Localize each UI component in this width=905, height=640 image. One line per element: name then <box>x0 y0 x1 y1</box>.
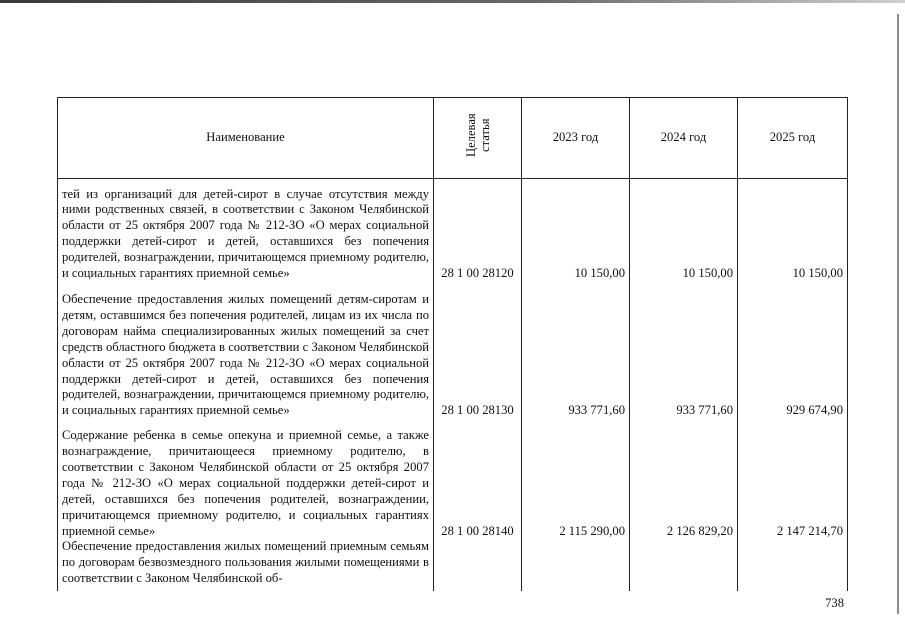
table-row <box>58 178 848 282</box>
table-header-row <box>58 98 848 179</box>
row-value-2025: 929 674,90 <box>738 282 848 419</box>
column-header-2025: 2025 год <box>738 98 848 179</box>
row-value-2024: 10 150,00 <box>630 178 738 282</box>
row-code: 28 1 00 28140 <box>434 419 522 539</box>
row-value-2023: 10 150,00 <box>522 178 630 282</box>
row-name: Содержание ребенка в семье опекуна и приемной семье, а также вознаграждение, причитающееся приемному родителю, в соответствии с Законом Челябинской области от 25 октября 2007 года № 212-ЗО «О мерах социальной поддержки детей-сирот и детей, оставшихся без попечения родителей, вознаграждении, причитающемся приемному родителю, и социальных гарантиях приемной семье» <box>58 419 434 539</box>
budget-table <box>57 97 848 591</box>
row-value-2023: 933 771,60 <box>522 282 630 419</box>
row-value-2025: 10 150,00 <box>738 178 848 282</box>
row-value-2023 <box>522 539 630 591</box>
row-value-2024 <box>630 539 738 591</box>
row-value-2025: 2 147 214,70 <box>738 419 848 539</box>
row-name: тей из организаций для детей-сирот в случае отсутствия между ними родственных связей, в соответствии с Законом Челябинской области от 25 октября 2007 года № 212-ЗО «О мерах социальной поддержки детей-сирот и детей, оставшихся без попечения родителей, вознаграждении, причитающемся приемному родителю, и социальных гарантиях приемной семье» <box>58 178 434 282</box>
row-value-2023: 2 115 290,00 <box>522 419 630 539</box>
table-row <box>58 282 848 419</box>
row-value-2024: 933 771,60 <box>630 282 738 419</box>
column-header-2024: 2024 год <box>630 98 738 179</box>
scan-edge-right <box>897 14 899 614</box>
row-code: 28 1 00 28120 <box>434 178 522 282</box>
column-header-code: Целевая статья <box>434 98 522 179</box>
row-code <box>434 539 522 591</box>
row-name: Обеспечение предоставления жилых помещений приемным семьям по договорам безвозмездного пользования жилыми помещениями в соответствии с Законом Челябинской об- <box>58 539 434 591</box>
scan-edge-top <box>0 0 905 3</box>
page-number: 738 <box>825 596 844 610</box>
table-row <box>58 419 848 539</box>
row-code: 28 1 00 28130 <box>434 282 522 419</box>
column-header-name: Наименование <box>58 98 434 179</box>
column-header-2023: 2023 год <box>522 98 630 179</box>
row-name: Обеспечение предоставления жилых помещений детям-сиротам и детям, оставшимся без попечения родителей, лицам из их числа по договорам найма специализированных жилых помещений за счет средств областного бюджета в соответствии с Законом Челябинской области от 25 октября 2007 года № 212-ЗО «О мерах социальной поддержки детей-сирот и детей, оставшихся без попечения родителей, вознаграждении, причитающемся приемному родителю, и социальных гарантиях приемной семье» <box>58 282 434 419</box>
row-value-2025 <box>738 539 848 591</box>
row-value-2024: 2 126 829,20 <box>630 419 738 539</box>
table-row <box>58 539 848 591</box>
